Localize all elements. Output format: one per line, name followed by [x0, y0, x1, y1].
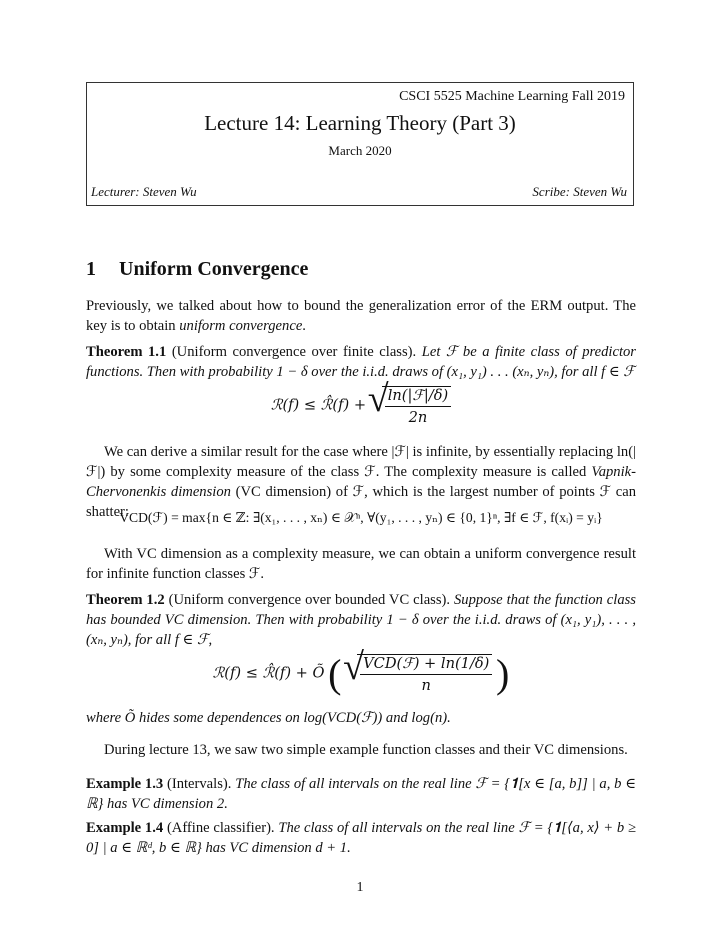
vc-text-1: We can derive a similar result for the case where |ℱ| is infinite, by essentially replacing ln(|ℱ|) by some complexity measure of the class ℱ. The complexity measure is called [86, 444, 636, 480]
eq2-numerator: VCD(ℱ) + ln(1/δ) [360, 655, 492, 675]
example-1-4 [86, 818, 636, 858]
intro-text: Previously, we talked about how to bound the generalization error of the ERM output. The key is to obtain [86, 298, 636, 334]
example-1-3 [86, 774, 636, 814]
eq1-sqrt: √ $\frac{\text{ln(|ℱ|/δ)}}{2n}$ [370, 386, 451, 426]
lecture-13-paragraph: During lecture 13, we saw two simple example function classes and their VC dimensions. [104, 742, 628, 758]
eq2-sqrt: √ $\frac{\text{VCD(ℱ) + ln(1/δ)}}{n}$ [345, 654, 492, 694]
section-number: 1 [86, 258, 96, 280]
lecture-header-box [86, 82, 634, 206]
equation-finite-bound [86, 378, 636, 426]
scribe: Scribe: Steven Wu [532, 184, 627, 199]
equation-vc-bound: ℛ(f) ≤ ℛ̂(f) + Õ ( √ $\frac{\text{VCD(ℱ) + ln(1/δ)}}{n}$ ) [212, 646, 510, 696]
example-1-4-paren: (Affine classifier). [166, 820, 275, 836]
vc-emphasis: Vapnik-Chervonenkis dimension [86, 464, 636, 500]
theorem-1-2-after-text: where Õ hides some dependences on log(VCD(ℱ)) and log(n). [86, 710, 451, 726]
intro-end: . [302, 318, 306, 334]
intro-paragraph [86, 296, 636, 336]
theorem-1-2-after [86, 708, 636, 728]
eq2-lhs: ℛ(f) ≤ ℛ̂(f) + Õ [212, 664, 325, 682]
section-heading [86, 258, 308, 281]
theorem-1-2-body: Suppose that the function class has bounded VC dimension. Then with probability 1 − δ over the i.i.d. draws of (x₁, y₁), . . . , (xₙ, yₙ), for all f ∈ ℱ, [86, 592, 636, 648]
theorem-1-1-body: Let ℱ be a finite class of predictor functions. Then with probability 1 − δ over the i.i.d. draws of (x₁, y₁) . . . (xₙ, yₙ), for all f ∈ ℱ [86, 344, 636, 380]
eq1-denominator: 2n [408, 409, 428, 426]
lecture-date: March 2020 [328, 143, 392, 158]
vcd-definition: VCD(ℱ) = max{n ∈ ℤ: ∃(x₁, . . . , xₙ) ∈ 𝒳ⁿ, ∀(y₁, . . . , yₙ) ∈ {0, 1}ⁿ, ∃f ∈ ℱ, f(xᵢ) = yᵢ} [119, 510, 603, 525]
vc-paragraph-2: With VC dimension as a complexity measure, we can obtain a uniform convergence result for infinite function classes ℱ. [86, 546, 636, 582]
lecture-title: Lecture 14: Learning Theory (Part 3) [204, 111, 516, 135]
eq1-lhs: ℛ(f) ≤ ℛ̂(f) + [270, 396, 367, 414]
page-number: 1 [356, 880, 364, 895]
theorem-1-2-paren: (Uniform convergence over bounded VC class). [168, 592, 451, 608]
eq2-denominator: n [421, 677, 431, 694]
example-1-3-paren: (Intervals). [166, 776, 232, 792]
example-1-4-body: The class of all intervals on the real line ℱ = {𝟏[⟨a, x⟩ + b ≥ 0] | a ∈ ℝᵈ, b ∈ ℝ} has VC dimension d + 1. [86, 820, 637, 856]
theorem-1-1-paren: (Uniform convergence over finite class). [171, 344, 417, 360]
example-1-4-label: Example 1.4 [86, 820, 164, 836]
lecturer: Lecturer: Steven Wu [91, 184, 197, 199]
section-title: Uniform Convergence [119, 258, 309, 280]
theorem-1-1-label: Theorem 1.1 [86, 344, 167, 360]
example-1-3-body: The class of all intervals on the real line ℱ = {𝟏[x ∈ [a, b]] | a, b ∈ ℝ} has VC dimension 2. [86, 776, 637, 812]
theorem-1-2-label: Theorem 1.2 [86, 592, 165, 608]
theorem-1-2 [86, 590, 636, 650]
eq1-numerator: ln(|ℱ|/δ) [385, 387, 451, 407]
vc-text-2: (VC dimension) of ℱ, which is the largest number of points ℱ can shatter: [86, 484, 636, 520]
example-1-3-label: Example 1.3 [86, 776, 164, 792]
course-name: CSCI 5525 Machine Learning Fall 2019 [399, 89, 625, 104]
theorem-1-1 [86, 342, 636, 382]
intro-emphasis: uniform convergence [179, 318, 303, 334]
